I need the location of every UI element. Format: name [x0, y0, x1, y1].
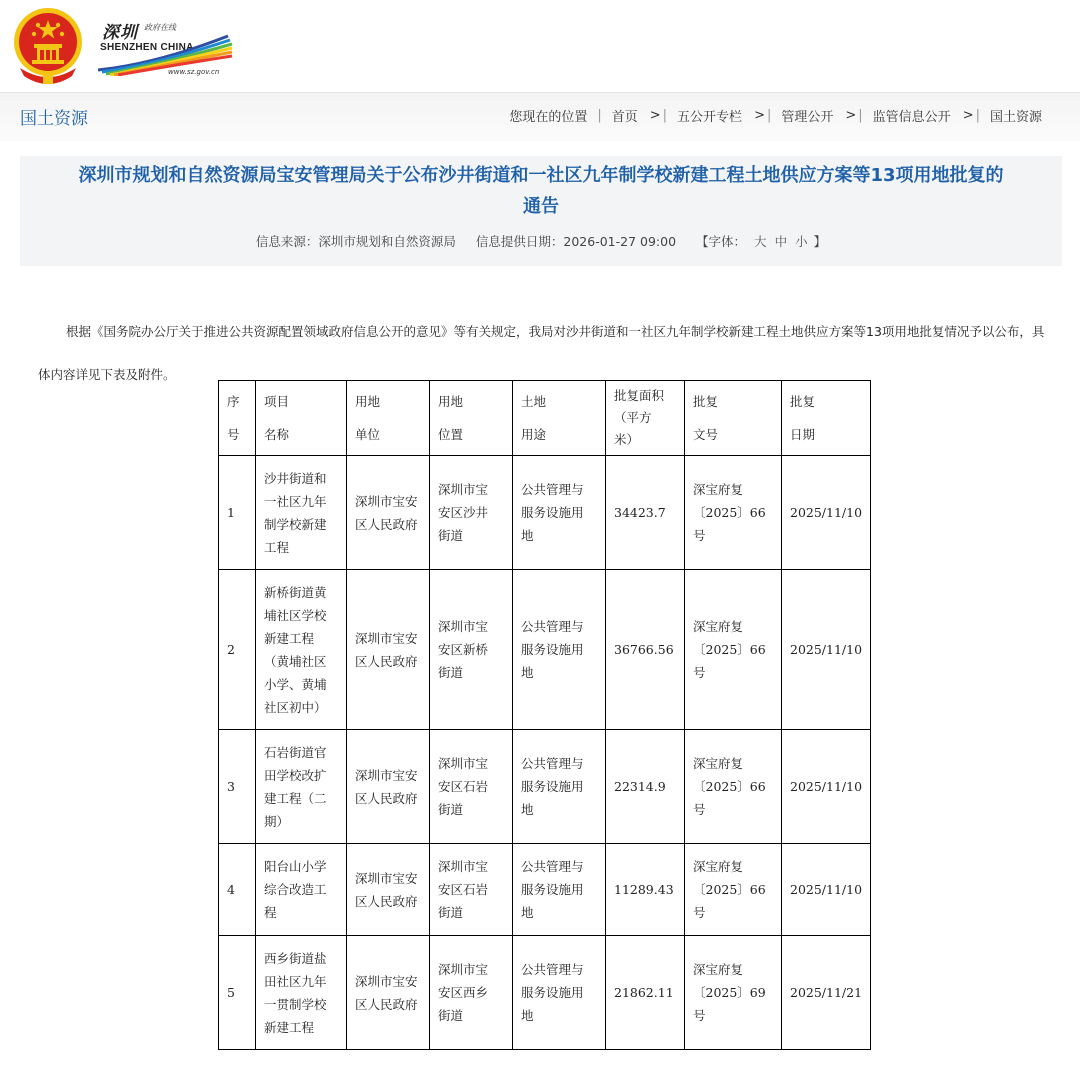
table-row [219, 730, 871, 844]
breadcrumb-management-openness[interactable]: 管理公开 [781, 110, 834, 125]
cell-project: 阳台山小学 综合改造工 程 [256, 844, 347, 936]
font-large-button[interactable]: 大 [754, 234, 767, 249]
cell-area: 34423.7 [606, 456, 685, 570]
cell-area: 21862.11 [606, 936, 685, 1050]
breadcrumb-five-openness[interactable]: 五公开专栏 [677, 110, 743, 125]
cell-doc-number: 深宝府复 〔2025〕66号 [685, 730, 782, 844]
header-serial: 序 号 [219, 381, 256, 456]
article-meta [20, 232, 1062, 250]
cell-date: 2025/11/10 [782, 570, 871, 730]
article-title-line: 深圳市规划和自然资源局宝安管理局关于公布沙井街道和一社区九年制学校新建工程土地供应方案等13项用地批复的 [78, 165, 1004, 186]
breadcrumb-arrow-icon: > [649, 108, 661, 123]
cell-use: 公共管理与 服务设施用 地 [513, 936, 606, 1050]
header-project: 项目 名称 [256, 381, 347, 456]
section-title[interactable]: 国土资源 [20, 109, 88, 129]
land-approval-table [218, 380, 871, 1050]
breadcrumb-supervision-info[interactable]: 监管信息公开 [872, 110, 951, 125]
cell-serial: 2 [219, 570, 256, 730]
logo-chinese-text: 深圳 [102, 23, 138, 43]
breadcrumb-home[interactable]: 首页 [611, 110, 638, 125]
cell-location: 深圳市宝 安区西乡 街道 [430, 936, 513, 1050]
article-header [20, 156, 1062, 266]
table-row [219, 936, 871, 1050]
breadcrumb-divider: | [662, 108, 668, 123]
cell-location: 深圳市宝 安区石岩 街道 [430, 730, 513, 844]
table-row [219, 844, 871, 936]
cell-project: 西乡街道盐 田社区九年 一贯制学校 新建工程 [256, 936, 347, 1050]
cell-doc-number: 深宝府复 〔2025〕69号 [685, 936, 782, 1050]
breadcrumb [499, 106, 1052, 125]
cell-area: 11289.43 [606, 844, 685, 936]
cell-date: 2025/11/10 [782, 844, 871, 936]
cell-date: 2025/11/10 [782, 456, 871, 570]
cell-serial: 4 [219, 844, 256, 936]
cell-use: 公共管理与 服务设施用 地 [513, 570, 606, 730]
cell-use: 公共管理与 服务设施用 地 [513, 730, 606, 844]
logo-subtitle: 政府在线 [144, 23, 176, 32]
cell-unit: 深圳市宝安 区人民政府 [347, 570, 430, 730]
article-title-line: 通告 [523, 196, 559, 217]
cell-serial: 1 [219, 456, 256, 570]
cell-doc-number: 深宝府复 〔2025〕66号 [685, 456, 782, 570]
breadcrumb-divider: | [766, 108, 772, 123]
cell-serial: 3 [219, 730, 256, 844]
cell-date: 2025/11/10 [782, 730, 871, 844]
cell-unit: 深圳市宝安 区人民政府 [347, 456, 430, 570]
logo-english-text: SHENZHEN CHINA [100, 42, 194, 53]
cell-project: 沙井街道和 一社区九年 制学校新建 工程 [256, 456, 347, 570]
header-doc-number: 批复 文号 [685, 381, 782, 456]
breadcrumb-arrow-icon: > [845, 108, 857, 123]
font-size-label: 【字体： [696, 234, 747, 249]
font-small-button[interactable]: 小 [795, 234, 808, 249]
breadcrumb-arrow-icon: > [754, 108, 765, 123]
breadcrumb-land-resources[interactable]: 国土资源 [989, 110, 1042, 125]
cell-use: 公共管理与 服务设施用 地 [513, 844, 606, 936]
table-row [219, 456, 871, 570]
table-header-row [219, 381, 871, 456]
info-source: 信息来源：深圳市规划和自然资源局 [255, 234, 456, 249]
font-medium-button[interactable]: 中 [774, 234, 788, 249]
cell-project: 石岩街道官 田学校改扩 建工程（二 期） [256, 730, 347, 844]
header-use: 土地 用途 [513, 381, 606, 456]
header-unit: 用地 单位 [347, 381, 430, 456]
cell-location: 深圳市宝 安区新桥 街道 [430, 570, 513, 730]
location-label: 您现在的位置 [509, 110, 588, 125]
breadcrumb-arrow-icon: > [962, 108, 974, 123]
cell-unit: 深圳市宝安 区人民政府 [347, 730, 430, 844]
cell-unit: 深圳市宝安 区人民政府 [347, 844, 430, 936]
breadcrumb-divider: | [597, 108, 602, 123]
national-emblem-icon [10, 4, 86, 88]
cell-doc-number: 深宝府复 〔2025〕66号 [685, 844, 782, 936]
cell-area: 22314.9 [606, 730, 685, 844]
header-date: 批复 日期 [782, 381, 871, 456]
cell-use: 公共管理与 服务设施用 地 [513, 456, 606, 570]
shenzhen-government-logo[interactable] [96, 16, 236, 82]
cell-location: 深圳市宝 安区沙井 街道 [430, 456, 513, 570]
cell-project: 新桥街道黄 埔社区学校 新建工程 （黄埔社区 小学、黄埔 社区初中） [256, 570, 347, 730]
info-date: 信息提供日期：2026-01-27 09:00 [475, 234, 677, 249]
table-row [219, 570, 871, 730]
cell-location: 深圳市宝 安区石岩 街道 [430, 844, 513, 936]
article-paragraph: 根据《国务院办公厅关于推进公共资源配置领域政府信息公开的意见》等有关规定，我局对沙井街道和一社区九年制学校新建工程土地供应方案等13项用地批复情况予以公布，具体内容详见下表及附件。 [38, 324, 1045, 382]
header-location: 用地 位置 [430, 381, 513, 456]
cell-date: 2025/11/21 [782, 936, 871, 1050]
cell-serial: 5 [219, 936, 256, 1050]
cell-unit: 深圳市宝安 区人民政府 [347, 936, 430, 1050]
article-title [20, 160, 1062, 222]
cell-doc-number: 深宝府复 〔2025〕66号 [685, 570, 782, 730]
breadcrumb-divider: | [858, 108, 863, 123]
font-size-bracket: 】 [813, 234, 827, 249]
breadcrumb-divider: | [975, 108, 980, 123]
site-banner [0, 0, 1080, 92]
cell-area: 36766.56 [606, 570, 685, 730]
logo-url-text: www.sz.gov.cn [168, 68, 220, 76]
header-area: 批复面积 （平方 米） [606, 381, 685, 456]
